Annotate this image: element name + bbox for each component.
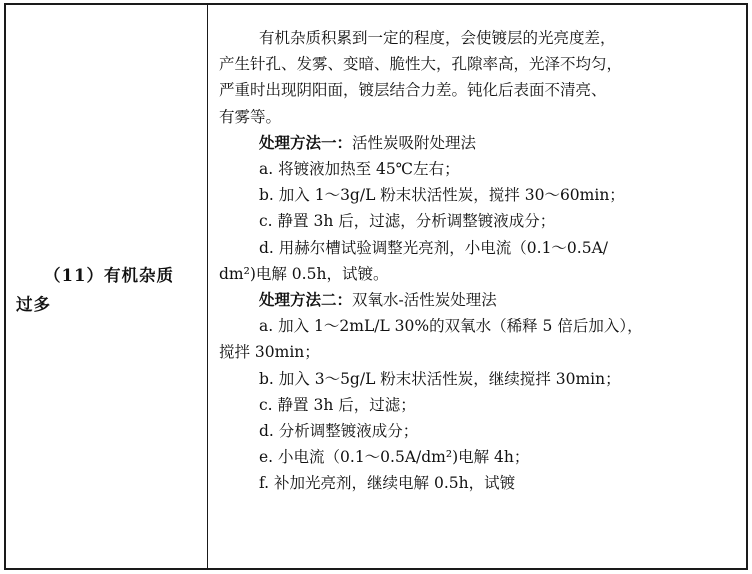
symptom-line-4: 有雾等。 [219, 107, 282, 126]
method2-title: 处理方法二： [259, 290, 353, 310]
symptom-line-2: 产生针孔、发雾、变暗、脆性大，孔隙率高，光泽不均匀， [219, 55, 623, 74]
method2-step-c: c. 静置 3h 后，过滤； [259, 395, 416, 414]
method2-step-a: a. 加入 1～2mL/L 30%的双氧水（稀释 5 倍后加入）， [259, 317, 643, 336]
method2-name: 双氧水-活性炭处理法 [352, 291, 497, 310]
method2-heading [219, 287, 736, 313]
method1-step-b: b. 加入 1～3g/L 粉末状活性炭，搅拌 30～60min； [259, 186, 625, 205]
method1-step-d: d. 用赫尔槽试验调整光亮剂，小电流（0.1～0.5A/ [259, 238, 608, 257]
method1-name: 活性炭吸附处理法 [352, 133, 477, 152]
method2-step-e: e. 小电流（0.1～0.5A/dm²)电解 4h； [259, 448, 530, 467]
column-divider [207, 5, 208, 568]
content-table [4, 3, 748, 570]
method1-step-a: a. 将镀液加热至 45℃左右； [259, 160, 460, 179]
method2-step-d: d. 分析调整镀液成分； [259, 422, 419, 441]
method1-step-d-cont: dm²)电解 0.5h，试镀。 [219, 264, 389, 283]
method2-step-b: b. 加入 3～5g/L 粉末状活性炭，继续搅拌 30min； [259, 369, 621, 388]
method1-heading [219, 130, 736, 156]
method1-step-c: c. 静置 3h 后，过滤，分析调整镀液成分； [259, 212, 556, 231]
row-label-cell [6, 5, 207, 568]
row-label-line-2: 过多 [16, 295, 51, 314]
row-label-line-1: （11）有机杂质 [44, 266, 174, 285]
method2-step-a-cont: 搅拌 30min； [219, 343, 320, 362]
row-label [16, 261, 200, 319]
symptom-line-3: 严重时出现阴阳面，镀层结合力差。钝化后表面不清亮、 [219, 81, 607, 100]
symptom-line-1: 有机杂质积累到一定的程度，会使镀层的光亮度差， [259, 29, 616, 47]
method2-step-f: f. 补加光亮剂，继续电解 0.5h，试镀 [259, 474, 516, 493]
method1-title: 处理方法一： [259, 132, 353, 152]
description-cell [209, 5, 746, 568]
